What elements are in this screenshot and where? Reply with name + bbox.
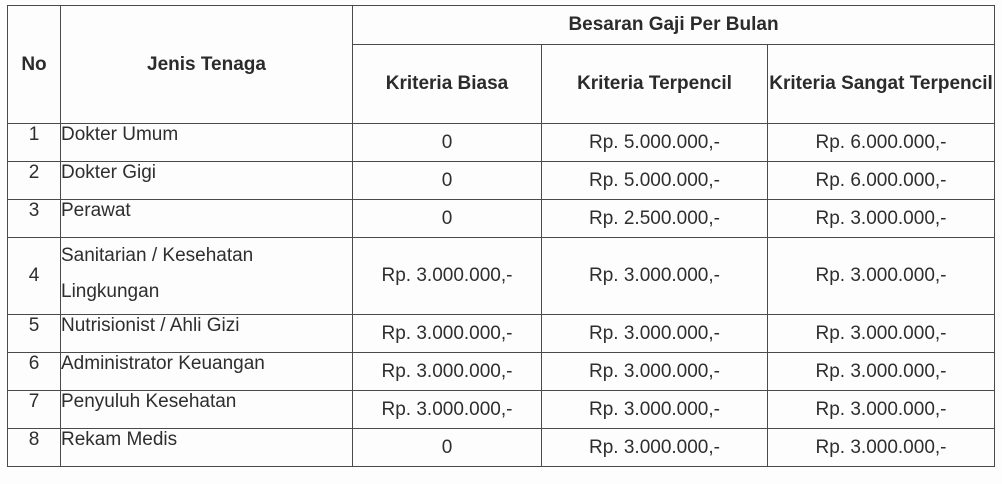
cell-no: 2: [8, 162, 61, 200]
cell-no: 4: [8, 238, 61, 315]
cell-kriteria-biasa: Rp. 3.000.000,-: [353, 353, 542, 391]
cell-kriteria-sangat-terpencil: Rp. 3.000.000,-: [768, 429, 995, 467]
cell-kriteria-biasa: 0: [353, 200, 542, 238]
table-row: [8, 315, 995, 353]
table-row: [8, 238, 995, 315]
cell-kriteria-sangat-terpencil: Rp. 3.000.000,-: [768, 353, 995, 391]
cell-kriteria-biasa: 0: [353, 124, 542, 162]
table-row: [8, 429, 995, 467]
cell-kriteria-terpencil: Rp. 5.000.000,-: [542, 124, 768, 162]
cell-jenis-tenaga: Dokter Gigi: [61, 162, 353, 200]
table-row: [8, 200, 995, 238]
cell-kriteria-sangat-terpencil: Rp. 3.000.000,-: [768, 315, 995, 353]
header-kriteria-terpencil: [542, 45, 768, 124]
cell-kriteria-biasa: Rp. 3.000.000,-: [353, 315, 542, 353]
table-body: [8, 124, 995, 467]
header-kriteria-sangat-terpencil-label: Kriteria Sangat Terpencil: [769, 73, 993, 94]
cell-no: 3: [8, 200, 61, 238]
cell-kriteria-biasa: 0: [353, 429, 542, 467]
cell-no: 6: [8, 353, 61, 391]
salary-table: [7, 5, 995, 467]
cell-kriteria-terpencil: Rp. 3.000.000,-: [542, 429, 768, 467]
cell-jenis-tenaga: Dokter Umum: [61, 124, 353, 162]
cell-no: 1: [8, 124, 61, 162]
header-kriteria-terpencil-label: Kriteria Terpencil: [577, 73, 732, 94]
header-kriteria-biasa-label: Kriteria Biasa: [385, 73, 509, 94]
cell-jenis-tenaga: Nutrisionist / Ahli Gizi: [61, 315, 353, 353]
cell-kriteria-terpencil: Rp. 2.500.000,-: [542, 200, 768, 238]
header-jenis-tenaga: Jenis Tenaga: [61, 6, 353, 124]
header-besaran-gaji: Besaran Gaji Per Bulan: [353, 6, 995, 45]
cell-no: 5: [8, 315, 61, 353]
cell-kriteria-sangat-terpencil: Rp. 3.000.000,-: [768, 238, 995, 315]
cell-kriteria-sangat-terpencil: Rp. 6.000.000,-: [768, 162, 995, 200]
table-row: [8, 124, 995, 162]
cell-jenis-tenaga: Penyuluh Kesehatan: [61, 391, 353, 429]
table-row: [8, 162, 995, 200]
cell-no: 7: [8, 391, 61, 429]
table-header: [8, 6, 995, 124]
cell-jenis-tenaga: Rekam Medis: [61, 429, 353, 467]
cell-jenis-tenaga: Perawat: [61, 200, 353, 238]
cell-jenis-tenaga: Sanitarian / Kesehatan Lingkungan: [61, 238, 353, 315]
table-row: [8, 353, 995, 391]
cell-kriteria-biasa: Rp. 3.000.000,-: [353, 238, 542, 315]
cell-kriteria-sangat-terpencil: Rp. 6.000.000,-: [768, 124, 995, 162]
cell-kriteria-biasa: 0: [353, 162, 542, 200]
cell-kriteria-terpencil: Rp. 3.000.000,-: [542, 353, 768, 391]
cell-no: 8: [8, 429, 61, 467]
cell-kriteria-terpencil: Rp. 5.000.000,-: [542, 162, 768, 200]
header-kriteria-sangat-terpencil: [768, 45, 995, 124]
cell-kriteria-biasa: Rp. 3.000.000,-: [353, 391, 542, 429]
cell-kriteria-terpencil: Rp. 3.000.000,-: [542, 315, 768, 353]
cell-kriteria-terpencil: Rp. 3.000.000,-: [542, 238, 768, 315]
cell-kriteria-sangat-terpencil: Rp. 3.000.000,-: [768, 391, 995, 429]
table-row: [8, 391, 995, 429]
header-no: No: [8, 6, 61, 124]
cell-kriteria-terpencil: Rp. 3.000.000,-: [542, 391, 768, 429]
header-kriteria-biasa: [353, 45, 542, 124]
cell-kriteria-sangat-terpencil: Rp. 3.000.000,-: [768, 200, 995, 238]
cell-jenis-tenaga: Administrator Keuangan: [61, 353, 353, 391]
